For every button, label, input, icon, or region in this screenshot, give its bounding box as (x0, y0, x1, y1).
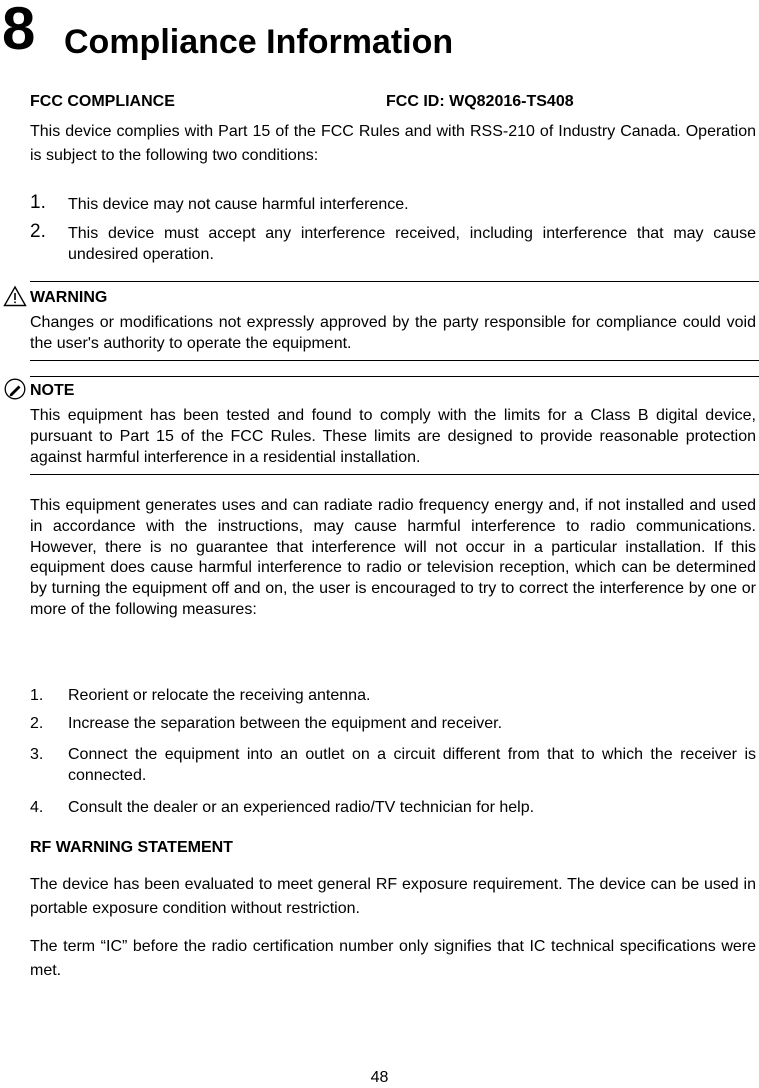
rf-warning-heading: RF WARNING STATEMENT (30, 839, 233, 856)
measure-number: 1. (30, 687, 44, 704)
condition-number: 1. (30, 192, 46, 213)
note-label: NOTE (30, 382, 75, 399)
measure-text: Reorient or relocate the receiving antenna. (68, 687, 371, 704)
fcc-id: FCC ID: WQ82016-TS408 (386, 93, 574, 110)
pencil-note-icon (3, 378, 27, 400)
warning-text: Changes or modifications not expressly approved by the party responsible for compliance could void the user's authority to operate the equipment. (30, 314, 756, 352)
fcc-heading-row (30, 92, 756, 112)
note-top-rule (30, 376, 759, 377)
note-text: This equipment has been tested and found to comply with the limits for a Class B digital device, pursuant to Part 15 of the FCC Rules. These limits are designed to provide reasonable protection against harmful interference in a residential installation. (30, 407, 756, 466)
measure-number: 4. (30, 799, 44, 816)
measure-number: 2. (30, 715, 44, 732)
condition-text: This device must accept any interference received, including interference that may cause undesired operation. (68, 225, 756, 263)
chapter-title: Compliance Information (64, 23, 454, 61)
note-bottom-rule (30, 474, 759, 475)
page-number: 48 (370, 1069, 389, 1086)
warning-triangle-icon (3, 285, 27, 307)
rf-warning-text: The device has been evaluated to meet general RF exposure requirement. The device can be used in portable exposure condition without restriction. (30, 876, 756, 917)
measure-text: Connect the equipment into an outlet on a circuit different from that to which the receiver is connected. (68, 746, 756, 784)
fcc-compliance-heading: FCC COMPLIANCE (30, 93, 175, 110)
measure-text: Increase the separation between the equipment and receiver. (68, 715, 503, 732)
fcc-intro-paragraph: This device complies with Part 15 of the FCC Rules and with RSS-210 of Industry Canada. Operation is subject to the following two conditions: (30, 123, 756, 164)
warning-bottom-rule (30, 360, 759, 361)
condition-number: 2. (30, 221, 46, 242)
measure-number: 3. (30, 746, 44, 763)
measure-text: Consult the dealer or an experienced radio/TV technician for help. (68, 799, 535, 816)
warning-label: WARNING (30, 289, 108, 306)
warning-top-rule (30, 281, 759, 282)
chapter-number: 8 (2, 0, 36, 62)
condition-text: This device may not cause harmful interference. (68, 196, 409, 213)
interference-paragraph: This equipment generates uses and can radiate radio frequency energy and, if not installed and used in accordance with the instructions, may cause harmful interference to radio communications. However, there is no guarantee that interference will not occur in a particular installation. If this equipment does cause harmful interference to radio or television reception, which can be determined by turning the equipment off and on, the user is encouraged to try to correct the interference by one or more of the following measures: (30, 497, 756, 618)
ic-statement: The term “IC” before the radio certification number only signifies that IC technical specifications were met. (30, 938, 756, 979)
